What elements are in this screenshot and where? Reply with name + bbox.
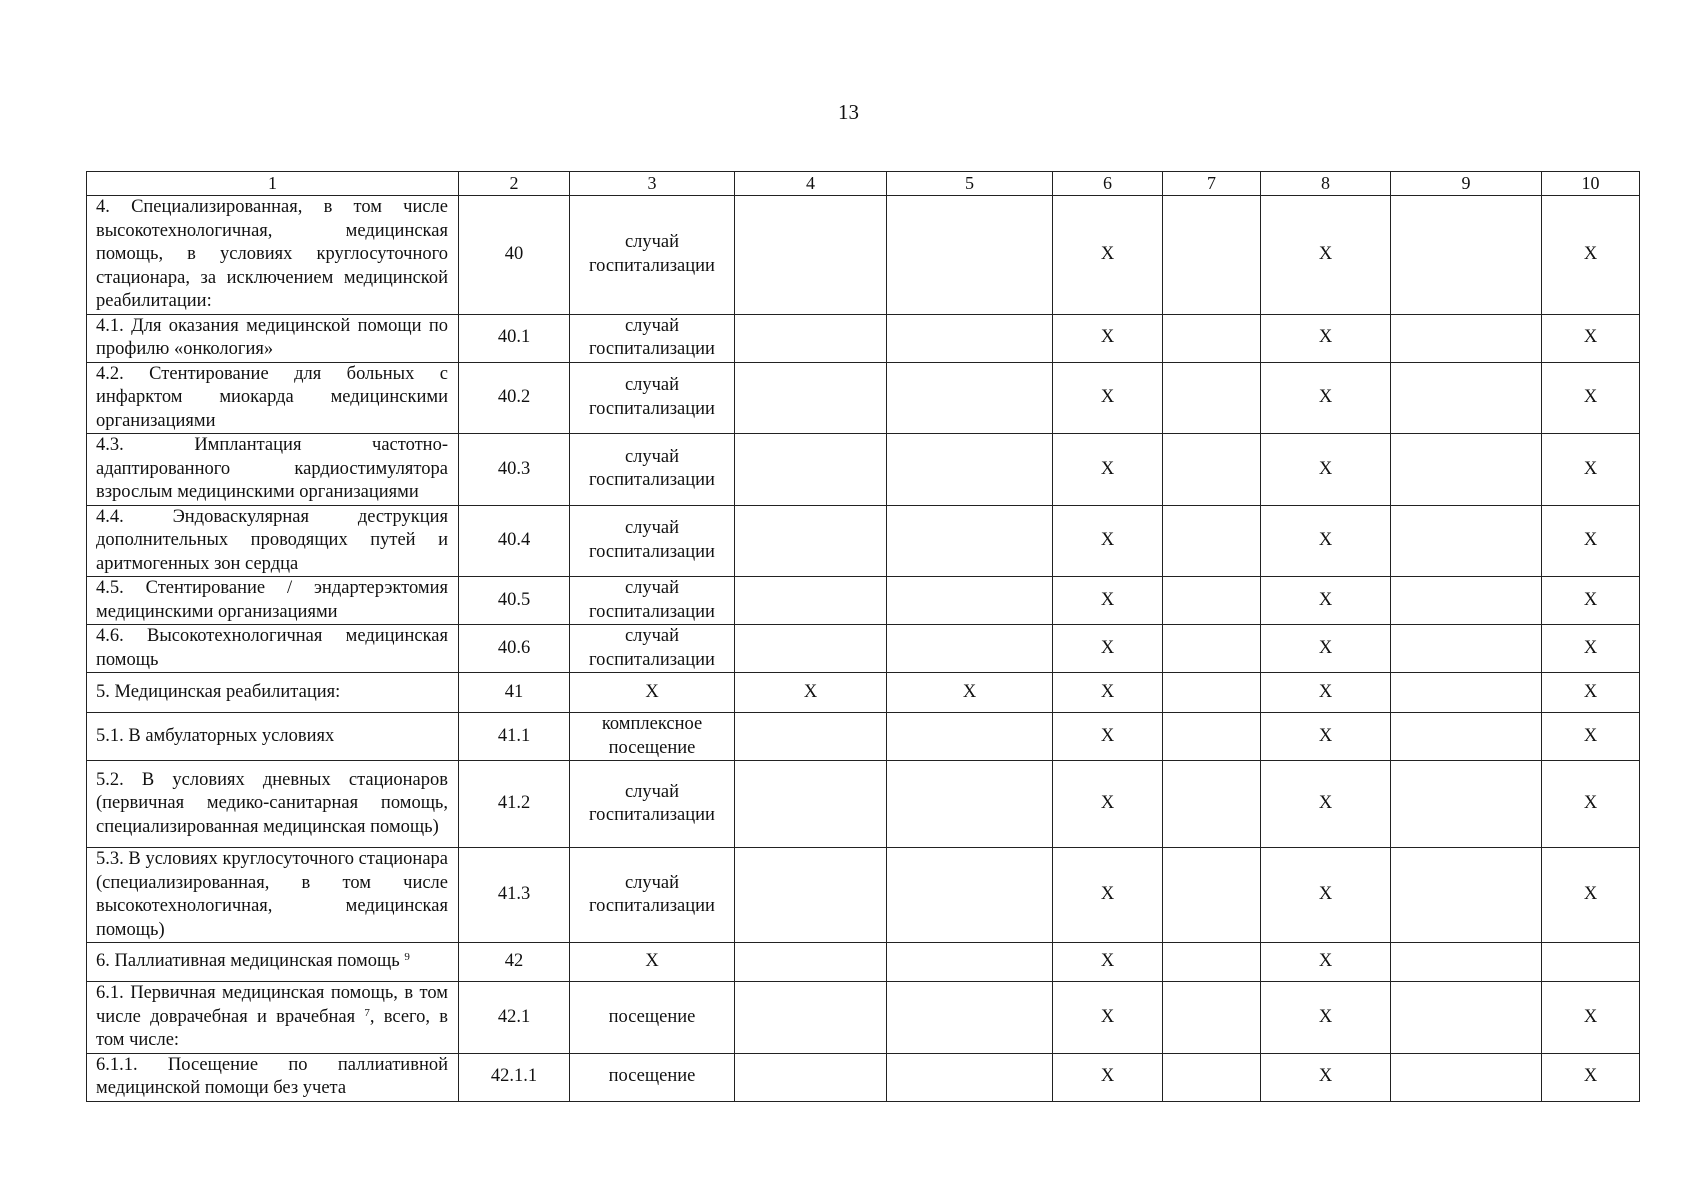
cell-col-9	[1391, 943, 1542, 982]
table-row	[87, 505, 1640, 577]
row-description-text: 4.2. Стентирование для больных с инфарктом миокарда медицинскими организациями	[96, 363, 448, 431]
cell-col-8: X	[1261, 673, 1391, 713]
cell-col-6: X	[1053, 943, 1163, 982]
cell-col-5	[887, 982, 1053, 1054]
cell-col-4	[735, 196, 887, 315]
cell-col-4	[735, 505, 887, 577]
row-unit: посещение	[570, 982, 735, 1054]
cell-col-8: X	[1261, 761, 1391, 848]
cell-col-10: X	[1542, 434, 1640, 506]
row-description-text: 4.1. Для оказания медицинской помощи по профилю «онкология»	[96, 315, 448, 359]
cell-col-10: X	[1542, 761, 1640, 848]
cell-col-10: X	[1542, 1053, 1640, 1101]
cell-col-8: X	[1261, 848, 1391, 943]
cell-col-8: X	[1261, 982, 1391, 1054]
cell-col-4	[735, 1053, 887, 1101]
row-unit: случай госпитализации	[570, 362, 735, 434]
row-description	[87, 761, 459, 848]
cell-col-6: X	[1053, 1053, 1163, 1101]
row-description-text: 4. Специализированная, в том числе высокотехнологичная, медицинская помощь, в условиях круглосуточного стационара, за исключением медицинской реабилитации:	[96, 197, 448, 311]
footnote-marker: 9	[404, 951, 410, 964]
cell-col-9	[1391, 848, 1542, 943]
cell-col-8: X	[1261, 196, 1391, 315]
row-code: 40	[459, 196, 570, 315]
cell-col-7	[1163, 943, 1261, 982]
cell-col-7	[1163, 713, 1261, 761]
cell-col-6: X	[1053, 505, 1163, 577]
table-row	[87, 982, 1640, 1054]
row-unit: случай госпитализации	[570, 196, 735, 315]
cell-col-8: X	[1261, 713, 1391, 761]
cell-col-10: X	[1542, 713, 1640, 761]
column-header: 3	[570, 172, 735, 196]
cell-col-7	[1163, 577, 1261, 625]
cell-col-9	[1391, 713, 1542, 761]
cell-col-9	[1391, 982, 1542, 1054]
cell-col-8: X	[1261, 1053, 1391, 1101]
cell-col-5: X	[887, 673, 1053, 713]
cell-col-6: X	[1053, 196, 1163, 315]
row-description	[87, 505, 459, 577]
cell-col-9	[1391, 577, 1542, 625]
row-description	[87, 673, 459, 713]
row-description	[87, 943, 459, 982]
row-description-text: 4.3. Имплантация частотно-адаптированного кардиостимулятора взрослым медицинскими организациями	[96, 435, 448, 502]
cell-col-7	[1163, 761, 1261, 848]
row-description-text: 4.6. Высокотехнологичная медицинская помощь	[96, 626, 448, 670]
cell-col-10: X	[1542, 982, 1640, 1054]
row-code: 40.3	[459, 434, 570, 506]
row-unit: случай госпитализации	[570, 848, 735, 943]
cell-col-9	[1391, 434, 1542, 506]
cell-col-7	[1163, 848, 1261, 943]
cell-col-9	[1391, 1053, 1542, 1101]
cell-col-4	[735, 434, 887, 506]
cell-col-8: X	[1261, 625, 1391, 673]
cell-col-6: X	[1053, 761, 1163, 848]
cell-col-4	[735, 943, 887, 982]
cell-col-5	[887, 943, 1053, 982]
row-description-text: 4.4. Эндоваскулярная деструкция дополнительных проводящих путей и аритмогенных зон сердца	[96, 506, 448, 574]
cell-col-7	[1163, 314, 1261, 362]
cell-col-7	[1163, 505, 1261, 577]
row-unit: случай госпитализации	[570, 761, 735, 848]
table-row	[87, 673, 1640, 713]
row-code: 42.1	[459, 982, 570, 1054]
table-row	[87, 943, 1640, 982]
table-row	[87, 314, 1640, 362]
row-unit: X	[570, 673, 735, 713]
row-description-text: 5.2. В условиях дневных стационаров (первичная медико-санитарная помощь, специализированная медицинская помощь)	[96, 769, 448, 837]
cell-col-6: X	[1053, 673, 1163, 713]
cell-col-10: X	[1542, 362, 1640, 434]
data-table	[86, 171, 1640, 1102]
row-description-tail: , всего, в том числе:	[96, 1006, 449, 1050]
row-description-text: 6. Паллиативная медицинская помощь	[96, 951, 400, 972]
cell-col-7	[1163, 673, 1261, 713]
cell-col-6: X	[1053, 362, 1163, 434]
row-code: 40.5	[459, 577, 570, 625]
row-description	[87, 314, 459, 362]
cell-col-7	[1163, 982, 1261, 1054]
table-row	[87, 434, 1640, 506]
column-header: 6	[1053, 172, 1163, 196]
row-code: 41.2	[459, 761, 570, 848]
cell-col-5	[887, 362, 1053, 434]
row-code: 40.1	[459, 314, 570, 362]
cell-col-4	[735, 314, 887, 362]
table-row	[87, 761, 1640, 848]
cell-col-7	[1163, 1053, 1261, 1101]
column-header: 8	[1261, 172, 1391, 196]
row-unit: случай госпитализации	[570, 314, 735, 362]
cell-col-4	[735, 761, 887, 848]
row-unit: случай госпитализации	[570, 505, 735, 577]
table-row	[87, 713, 1640, 761]
column-header: 2	[459, 172, 570, 196]
cell-col-5	[887, 505, 1053, 577]
row-description	[87, 577, 459, 625]
row-description-text: 5.1. В амбулаторных условиях	[96, 725, 335, 746]
table-row	[87, 196, 1640, 315]
row-description-text: 5. Медицинская реабилитация:	[96, 681, 341, 702]
column-header: 4	[735, 172, 887, 196]
cell-col-4	[735, 982, 887, 1054]
table-row	[87, 848, 1640, 943]
cell-col-9	[1391, 505, 1542, 577]
row-description	[87, 625, 459, 673]
cell-col-4	[735, 713, 887, 761]
row-description	[87, 982, 459, 1054]
cell-col-5	[887, 434, 1053, 506]
footnote-marker: 7	[364, 1006, 370, 1019]
row-description	[87, 362, 459, 434]
table-row	[87, 625, 1640, 673]
row-unit: случай госпитализации	[570, 625, 735, 673]
row-code: 41	[459, 673, 570, 713]
cell-col-6: X	[1053, 314, 1163, 362]
table-row	[87, 577, 1640, 625]
cell-col-10: X	[1542, 625, 1640, 673]
cell-col-5	[887, 196, 1053, 315]
cell-col-5	[887, 761, 1053, 848]
cell-col-5	[887, 1053, 1053, 1101]
row-code: 41.3	[459, 848, 570, 943]
row-code: 40.6	[459, 625, 570, 673]
cell-col-10: X	[1542, 673, 1640, 713]
cell-col-5	[887, 848, 1053, 943]
table-row	[87, 1053, 1640, 1101]
column-header: 1	[87, 172, 459, 196]
cell-col-4	[735, 577, 887, 625]
cell-col-8: X	[1261, 943, 1391, 982]
row-description	[87, 848, 459, 943]
cell-col-4	[735, 848, 887, 943]
cell-col-9	[1391, 761, 1542, 848]
cell-col-10: X	[1542, 577, 1640, 625]
cell-col-5	[887, 625, 1053, 673]
column-header: 10	[1542, 172, 1640, 196]
cell-col-5	[887, 713, 1053, 761]
column-header: 5	[887, 172, 1053, 196]
header-row	[87, 172, 1640, 196]
cell-col-9	[1391, 625, 1542, 673]
cell-col-7	[1163, 625, 1261, 673]
row-code: 42	[459, 943, 570, 982]
row-unit: комплексное посещение	[570, 713, 735, 761]
row-description	[87, 1053, 459, 1101]
cell-col-6: X	[1053, 625, 1163, 673]
cell-col-5	[887, 577, 1053, 625]
row-description	[87, 196, 459, 315]
cell-col-10	[1542, 943, 1640, 982]
cell-col-6: X	[1053, 713, 1163, 761]
row-unit: случай госпитализации	[570, 577, 735, 625]
cell-col-9	[1391, 673, 1542, 713]
cell-col-8: X	[1261, 434, 1391, 506]
row-code: 40.2	[459, 362, 570, 434]
row-description-text: 5.3. В условиях круглосуточного стационара (специализированная, в том числе высокотехнологичная, медицинская помощь)	[96, 849, 448, 940]
table-row	[87, 362, 1640, 434]
cell-col-4	[735, 625, 887, 673]
row-unit: случай госпитализации	[570, 434, 735, 506]
cell-col-5	[887, 314, 1053, 362]
row-description	[87, 434, 459, 506]
row-unit: X	[570, 943, 735, 982]
column-header: 9	[1391, 172, 1542, 196]
cell-col-9	[1391, 196, 1542, 315]
row-code: 42.1.1	[459, 1053, 570, 1101]
cell-col-6: X	[1053, 848, 1163, 943]
row-description	[87, 713, 459, 761]
cell-col-7	[1163, 196, 1261, 315]
page-number: 13	[838, 100, 859, 124]
cell-col-6: X	[1053, 577, 1163, 625]
row-code: 41.1	[459, 713, 570, 761]
cell-col-8: X	[1261, 505, 1391, 577]
row-code: 40.4	[459, 505, 570, 577]
cell-col-8: X	[1261, 314, 1391, 362]
cell-col-7	[1163, 362, 1261, 434]
cell-col-7	[1163, 434, 1261, 506]
row-description-text: 6.1.1. Посещение по паллиативной медицинской помощи без учета	[96, 1054, 448, 1098]
cell-col-4	[735, 362, 887, 434]
cell-col-10: X	[1542, 314, 1640, 362]
cell-col-10: X	[1542, 505, 1640, 577]
row-unit: посещение	[570, 1053, 735, 1101]
cell-col-9	[1391, 314, 1542, 362]
cell-col-6: X	[1053, 982, 1163, 1054]
cell-col-6: X	[1053, 434, 1163, 506]
cell-col-10: X	[1542, 196, 1640, 315]
cell-col-8: X	[1261, 362, 1391, 434]
cell-col-4: X	[735, 673, 887, 713]
row-description-text: 4.5. Стентирование / эндартерэктомия медицинскими организациями	[96, 578, 448, 622]
column-header: 7	[1163, 172, 1261, 196]
cell-col-8: X	[1261, 577, 1391, 625]
cell-col-10: X	[1542, 848, 1640, 943]
row-description-text: 6.1. Первичная медицинская помощь, в том числе доврачебная и врачебная	[96, 983, 448, 1027]
cell-col-9	[1391, 362, 1542, 434]
